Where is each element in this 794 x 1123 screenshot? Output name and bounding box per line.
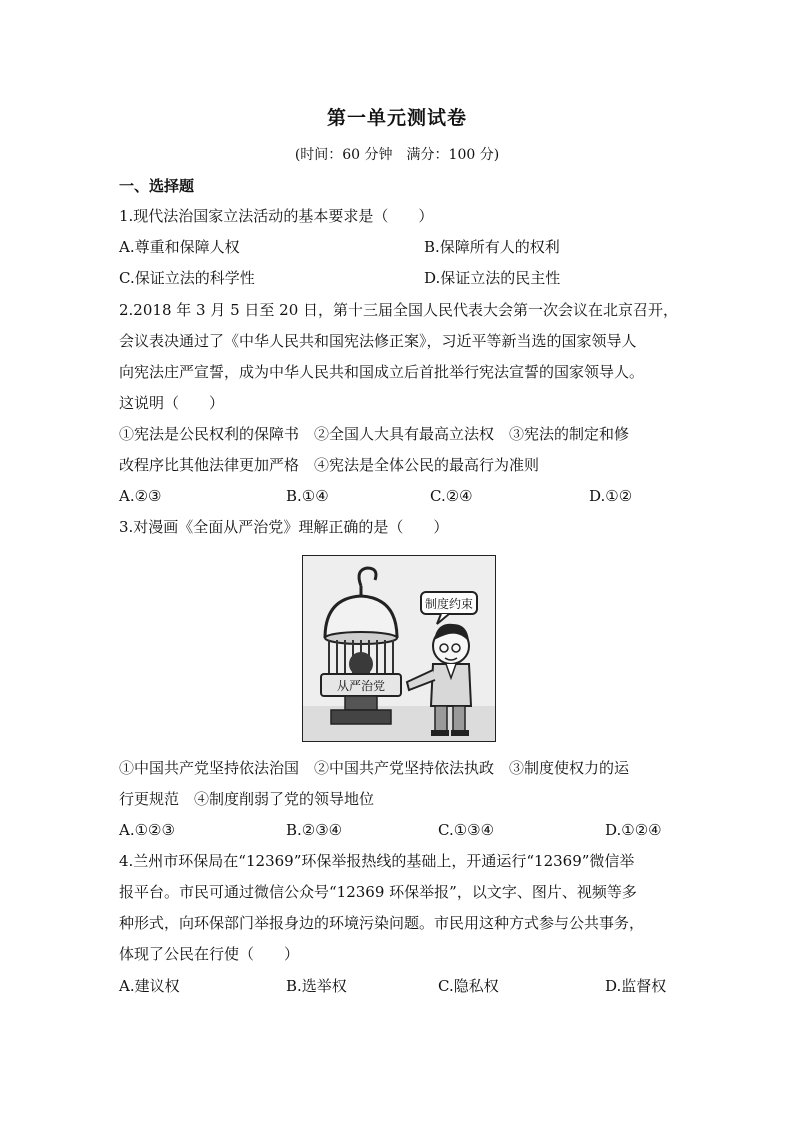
question-3-option-b: B.②③④ (286, 821, 343, 839)
section-heading: 一、选择题 (119, 177, 195, 195)
question-3-option-d: D.①②④ (605, 821, 662, 839)
question-2-option-c: C.②④ (430, 487, 473, 505)
page-title: 第一单元测试卷 (326, 107, 467, 129)
question-4-option-a: A.建议权 (119, 977, 180, 995)
question-3-option-c: C.①③④ (438, 821, 495, 839)
question-3-stem: 3.对漫画《全面从严治党》理解正确的是（ ） (119, 518, 449, 536)
cartoon-base-label: 从严治党 (336, 679, 386, 693)
question-1-option-d: D.保证立法的民主性 (424, 269, 561, 287)
question-1-option-c: C.保证立法的科学性 (119, 269, 255, 287)
question-2-statement-line: ①宪法是公民权利的保障书 ②全国人大具有最高立法权 ③宪法的制定和修 (119, 425, 630, 443)
question-1-option-b: B.保障所有人的权利 (424, 238, 560, 256)
question-4-text-line: 种形式，向环保部门举报身边的环境污染问题。市民用这种方式参与公共事务， (119, 914, 645, 932)
question-4-option-b: B.选举权 (286, 977, 347, 995)
question-2-statement-line: 改程序比其他法律更加严格 ④宪法是全体公民的最高行为准则 (119, 456, 540, 474)
question-2-text-line: 向宪法庄严宣誓，成为中华人民共和国成立后首批举行宪法宣誓的国家领导人。 (119, 363, 645, 381)
question-2-option-d: D.①② (589, 487, 633, 505)
question-4-text-line: 4.兰州市环保局在“12369”环保举报热线的基础上，开通运行“12369”微信举 (119, 852, 635, 870)
question-2-option-a: A.②③ (119, 487, 162, 505)
question-3-option-a: A.①②③ (119, 821, 175, 839)
cartoon-illustration (303, 556, 495, 741)
cartoon-bubble-label: 制度约束 (424, 597, 474, 611)
question-2-text-line: 这说明（ ） (119, 394, 225, 412)
question-4-text-line: 体现了公民在行使（ ） (119, 945, 300, 963)
question-3-statement-line: 行更规范 ④制度削弱了党的领导地位 (119, 790, 375, 808)
question-2-option-b: B.①④ (286, 487, 329, 505)
question-4-option-c: C.隐私权 (438, 977, 499, 995)
question-2-text-line: 会议表决通过了《中华人民共和国宪法修正案》，习近平等新当选的国家领导人 (119, 332, 637, 350)
question-4-option-d: D.监督权 (605, 977, 667, 995)
cartoon-image (302, 555, 496, 742)
question-2-text-line: 2.2018 年 3 月 5 日至 20 日，第十三届全国人民代表大会第一次会议在北京召开， (119, 301, 679, 319)
page-subtitle: (时间：60 分钟 满分：100 分) (294, 147, 500, 163)
question-1-stem: 1.现代法治国家立法活动的基本要求是（ ） (119, 207, 434, 225)
question-1-option-a: A.尊重和保障人权 (119, 238, 240, 256)
question-4-text-line: 报平台。市民可通过微信公众号“12369 环保举报”，以文字、图片、视频等多 (119, 883, 637, 901)
question-3-statement-line: ①中国共产党坚持依法治国 ②中国共产党坚持依法执政 ③制度使权力的运 (119, 759, 630, 777)
